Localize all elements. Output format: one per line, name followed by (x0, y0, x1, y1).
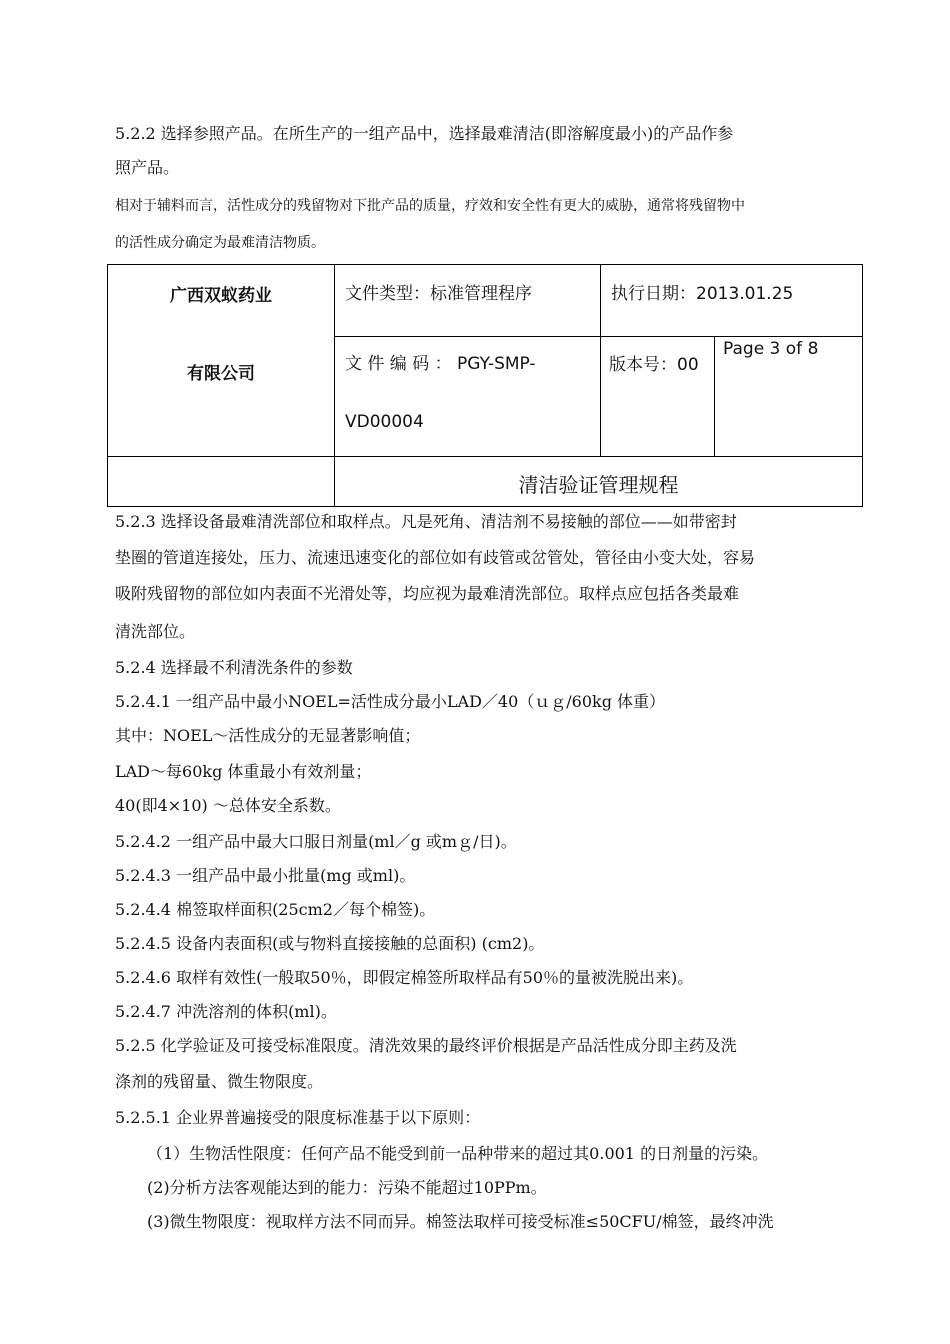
page-number-cell: Page 3 of 8 (715, 337, 863, 457)
paragraph-line: 5.2.4.1 一组产品中最小NOEL=活性成分最小LAD／40（ｕｇ/60kg 体重） (115, 692, 666, 711)
paragraph-line: 5.2.4.4 棉签取样面积(25cm2／每个棉签)。 (115, 900, 436, 919)
version-cell: 版本号：00 (601, 337, 715, 457)
paragraph-line: 5.2.4.7 冲洗溶剂的体积(ml)。 (115, 1002, 337, 1021)
paragraph-line: 5.2.5 化学验证及可接受标准限度。清洗效果的最终评价根据是产品活性成分即主药及洗 (115, 1036, 737, 1055)
paragraph-line: 垫圈的管道连接处，压力、流速迅速变化的部位如有歧管或岔管处，管径由小变大处，容易 (115, 548, 756, 567)
company-name-cell (108, 265, 335, 457)
paragraph-line: 涤剂的残留量、微生物限度。 (115, 1072, 324, 1091)
paragraph-line: 清洗部位。 (115, 622, 196, 641)
doc-code-line1: 文 件 编 码 ： PGY-SMP- (345, 354, 536, 374)
paragraph-line: 的活性成分确定为最难清洁物质。 (115, 235, 325, 251)
doc-code-cell (335, 337, 601, 457)
paragraph-line: 照产品。 (115, 158, 180, 177)
paragraph-line: 40(即4×10) ～总体安全系数。 (115, 796, 341, 815)
document-header-table (107, 264, 863, 507)
document-title: 清洁验证管理规程 (335, 457, 863, 507)
paragraph-line: 5.2.4.5 设备内表面积(或与物料直接接触的总面积) (cm2)。 (115, 934, 545, 953)
paragraph-line: 5.2.5.1 企业界普遍接受的限度标准基于以下原则： (115, 1108, 481, 1127)
paragraph-line: 吸附残留物的部位如内表面不光滑处等，均应视为最难清洗部位。取样点应包括各类最难 (115, 584, 740, 603)
paragraph-line: 5.2.2 选择参照产品。在所生产的一组产品中，选择最难清洁(即溶解度最小)的产品作参 (115, 124, 734, 143)
exec-date-cell: 执行日期：2013.01.25 (601, 265, 863, 337)
doc-code-line2: VD00004 (345, 412, 424, 432)
company-name-line2: 有限公司 (187, 364, 255, 384)
paragraph-line: (3)微生物限度：视取样方法不同而异。棉签法取样可接受标准≤50CFU/棉签，最终冲洗 (147, 1212, 774, 1231)
paragraph-line: 相对于辅料而言，活性成分的残留物对下批产品的质量，疗效和安全性有更大的威胁，通常将残留物中 (115, 198, 745, 214)
paragraph-line: 5.2.3 选择设备最难清洗部位和取样点。凡是死角、清洁剂不易接触的部位——如带密封 (115, 512, 737, 531)
paragraph-line: 5.2.4.2 一组产品中最大口服日剂量(ml／g 或mｇ/日)。 (115, 832, 517, 851)
paragraph-line: （1）生物活性限度：任何产品不能受到前一品种带来的超过其0.001 的日剂量的污染。 (147, 1144, 769, 1163)
empty-cell (108, 457, 335, 507)
paragraph-line: 5.2.4.6 取样有效性(一般取50％，即假定棉签所取样品有50％的量被洗脱出来)。 (115, 968, 694, 987)
doc-type-cell: 文件类型：标准管理程序 (335, 265, 601, 337)
paragraph-line: 5.2.4.3 一组产品中最小批量(mg 或ml)。 (115, 866, 416, 885)
paragraph-line: LAD～每60kg 体重最小有效剂量； (115, 762, 372, 781)
paragraph-line: 其中：NOEL～活性成分的无显著影响值； (115, 726, 421, 745)
company-name-line1: 广西双蚁药业 (170, 286, 272, 306)
paragraph-line: 5.2.4 选择最不利清洗条件的参数 (115, 658, 353, 677)
paragraph-line: (2)分析方法客观能达到的能力：污染不能超过10PPm。 (147, 1178, 547, 1197)
